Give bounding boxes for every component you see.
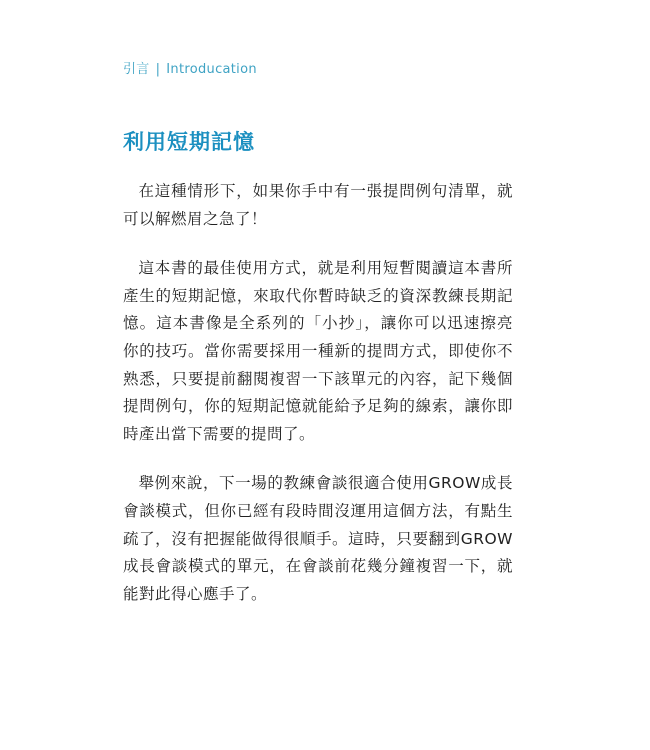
section-label-en: Introducation bbox=[166, 62, 257, 77]
paragraph-1: 在這種情形下，如果你手中有一張提問例句清單，就可以解燃眉之急了！ bbox=[123, 182, 513, 228]
section-label-zh: 引言 bbox=[123, 62, 150, 77]
paragraph-3: 舉例來說，下一場的教練會談很適合使用GROW成長會談模式，但你已經有段時間沒運用這個方法，有點生疏了，沒有把握能做得很順手。這時，只要翻到GROW成長會談模式的單元，在會談前花幾分鐘複習一下，就能對此得心應手了。 bbox=[123, 474, 513, 603]
running-header bbox=[123, 58, 257, 77]
section-title: 利用短期記憶 bbox=[123, 129, 255, 154]
separator: | bbox=[155, 62, 161, 77]
body-text bbox=[123, 178, 513, 630]
paragraph-2: 這本書的最佳使用方式，就是利用短暫閱讀這本書所產生的短期記憶，來取代你暫時缺乏的資深教練長期記憶。這本書像是全系列的「小抄」，讓你可以迅速擦亮你的技巧。當你需要採用一種新的提問方式，即使你不熟悉，只要提前翻閱複習一下該單元的內容，記下幾個提問例句，你的短期記憶就能給予足夠的線索，讓你即時產出當下需要的提問了。 bbox=[123, 259, 513, 443]
